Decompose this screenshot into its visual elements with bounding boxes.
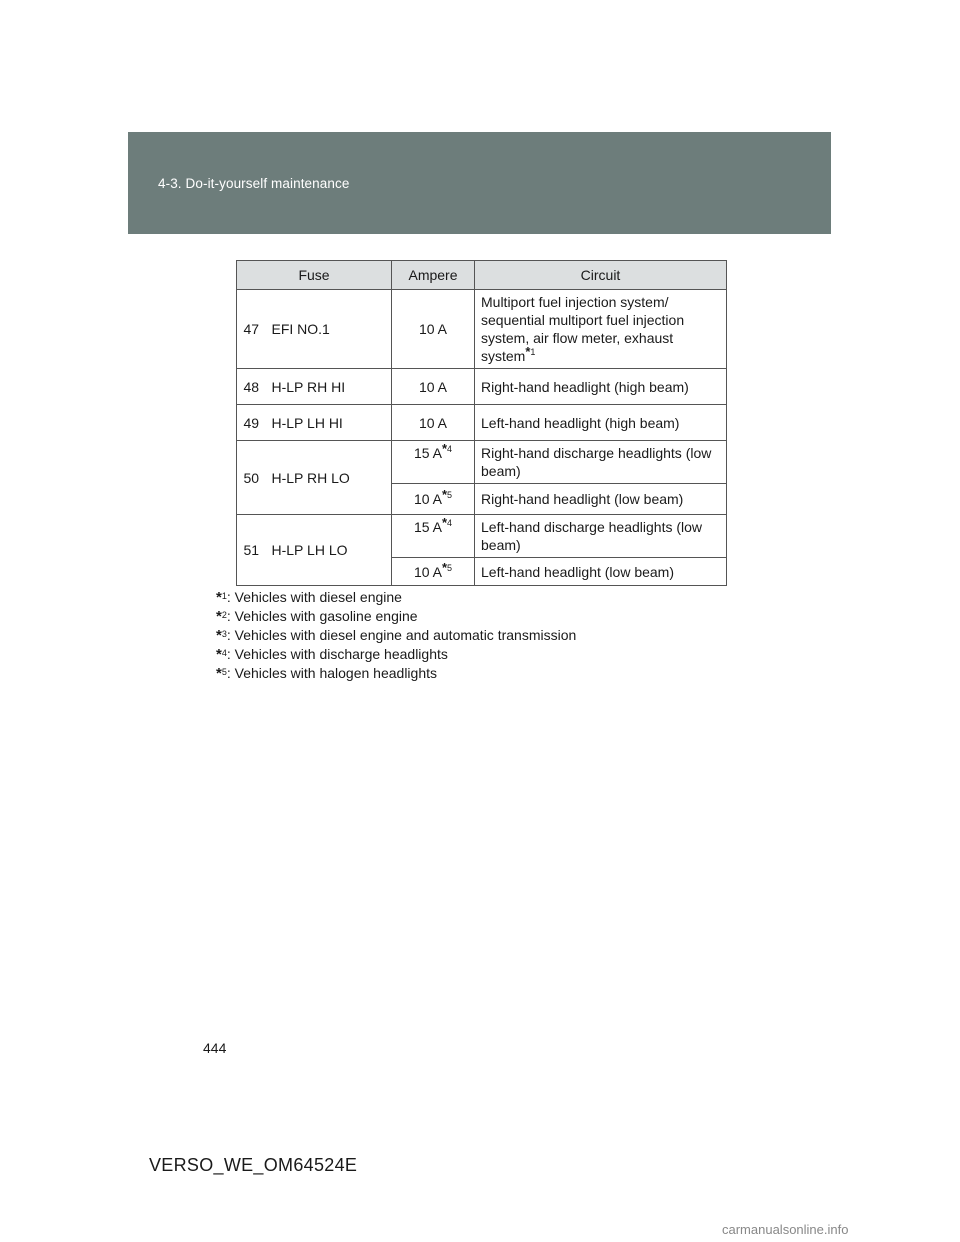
fuse-name: EFI NO.1 <box>266 290 392 369</box>
fuse-circuit: Right-hand headlight (low beam) <box>475 484 727 515</box>
fuse-circuit: Left-hand discharge headlights (low beam) <box>475 515 727 558</box>
fuse-circuit: Left-hand headlight (high beam) <box>475 405 727 441</box>
fuse-ampere: 10 A <box>392 405 475 441</box>
footnote-star: * <box>441 559 448 575</box>
footnote-star: * <box>441 515 448 530</box>
footnote-star: * <box>216 646 222 663</box>
footnote-text: : Vehicles with halogen headlights <box>226 665 438 681</box>
footnote <box>216 645 576 664</box>
page-number: 444 <box>203 1040 227 1056</box>
footnote-ref: 4 <box>447 444 453 454</box>
table-header-row <box>237 261 727 290</box>
fuse-ampere <box>392 441 475 484</box>
fuse-ampere <box>392 484 475 515</box>
watermark[interactable]: carmanualsonline.info <box>722 1222 849 1237</box>
fuse-table <box>236 260 727 586</box>
ampere-value: 15 A <box>413 445 442 461</box>
column-header-fuse: Fuse <box>237 261 392 290</box>
footnote <box>216 664 576 683</box>
fuse-name: H-LP LH LO <box>266 515 392 586</box>
ampere-value: 15 A <box>413 519 442 535</box>
footnote-text: : Vehicles with diesel engine <box>226 589 402 605</box>
fuse-ampere: 10 A <box>392 290 475 369</box>
footnote-mark: 2 <box>221 610 227 620</box>
footnote-star: * <box>216 627 222 644</box>
document-code: VERSO_WE_OM64524E <box>149 1155 358 1175</box>
footnote-star: * <box>216 608 222 625</box>
footnote-text: : Vehicles with diesel engine and automatic transmission <box>226 627 577 643</box>
footnote-star: * <box>216 589 222 606</box>
fuse-number: 49 <box>237 405 266 441</box>
footnote-ref: 1 <box>530 347 536 357</box>
footnote-ref: 5 <box>447 562 453 573</box>
circuit-text: Multiport fuel injection system/ sequential multiport fuel injection system, air flow meter, exhaust system <box>481 294 685 364</box>
fuse-number: 51 <box>237 515 266 586</box>
footnote-text: : Vehicles with discharge headlights <box>226 646 448 662</box>
footnote-mark: 1 <box>221 591 227 601</box>
fuse-number: 47 <box>237 290 266 369</box>
footnotes <box>216 588 576 683</box>
table-row <box>237 290 727 369</box>
footnote-star: * <box>525 344 531 359</box>
table-row <box>237 369 727 405</box>
ampere-value: 10 A <box>413 563 442 580</box>
footnote-star: * <box>441 487 448 502</box>
footnote-mark: 3 <box>221 629 227 639</box>
ampere-value: 10 A <box>413 491 442 507</box>
fuse-circuit: Right-hand headlight (high beam) <box>475 369 727 405</box>
fuse-name: H-LP RH LO <box>266 441 392 515</box>
table-row <box>237 441 727 484</box>
fuse-number: 48 <box>237 369 266 405</box>
footnote <box>216 607 576 626</box>
footnote <box>216 588 576 607</box>
fuse-name: H-LP RH HI <box>266 369 392 405</box>
fuse-circuit: Right-hand discharge headlights (low beam) <box>475 441 727 484</box>
fuse-circuit: Left-hand headlight (low beam) <box>475 558 727 586</box>
fuse-ampere <box>392 515 475 558</box>
fuse-ampere: 10 A <box>392 369 475 405</box>
footnote-mark: 4 <box>221 648 227 658</box>
fuse-number: 50 <box>237 441 266 515</box>
column-header-ampere: Ampere <box>392 261 475 290</box>
header-band <box>128 132 831 234</box>
footnote-text: : Vehicles with gasoline engine <box>226 608 418 624</box>
footnote-star: * <box>216 665 222 682</box>
footnote <box>216 626 576 645</box>
footnote-ref: 5 <box>447 490 453 500</box>
footnote-ref: 4 <box>447 518 453 528</box>
table-row <box>237 405 727 441</box>
fuse-ampere <box>392 558 475 586</box>
section-title: 4-3. Do-it-yourself maintenance <box>158 176 350 191</box>
footnote-star: * <box>441 441 448 456</box>
column-header-circuit: Circuit <box>475 261 727 290</box>
footnote-mark: 5 <box>221 667 227 677</box>
fuse-circuit <box>475 290 727 369</box>
table-row <box>237 515 727 558</box>
fuse-name: H-LP LH HI <box>266 405 392 441</box>
